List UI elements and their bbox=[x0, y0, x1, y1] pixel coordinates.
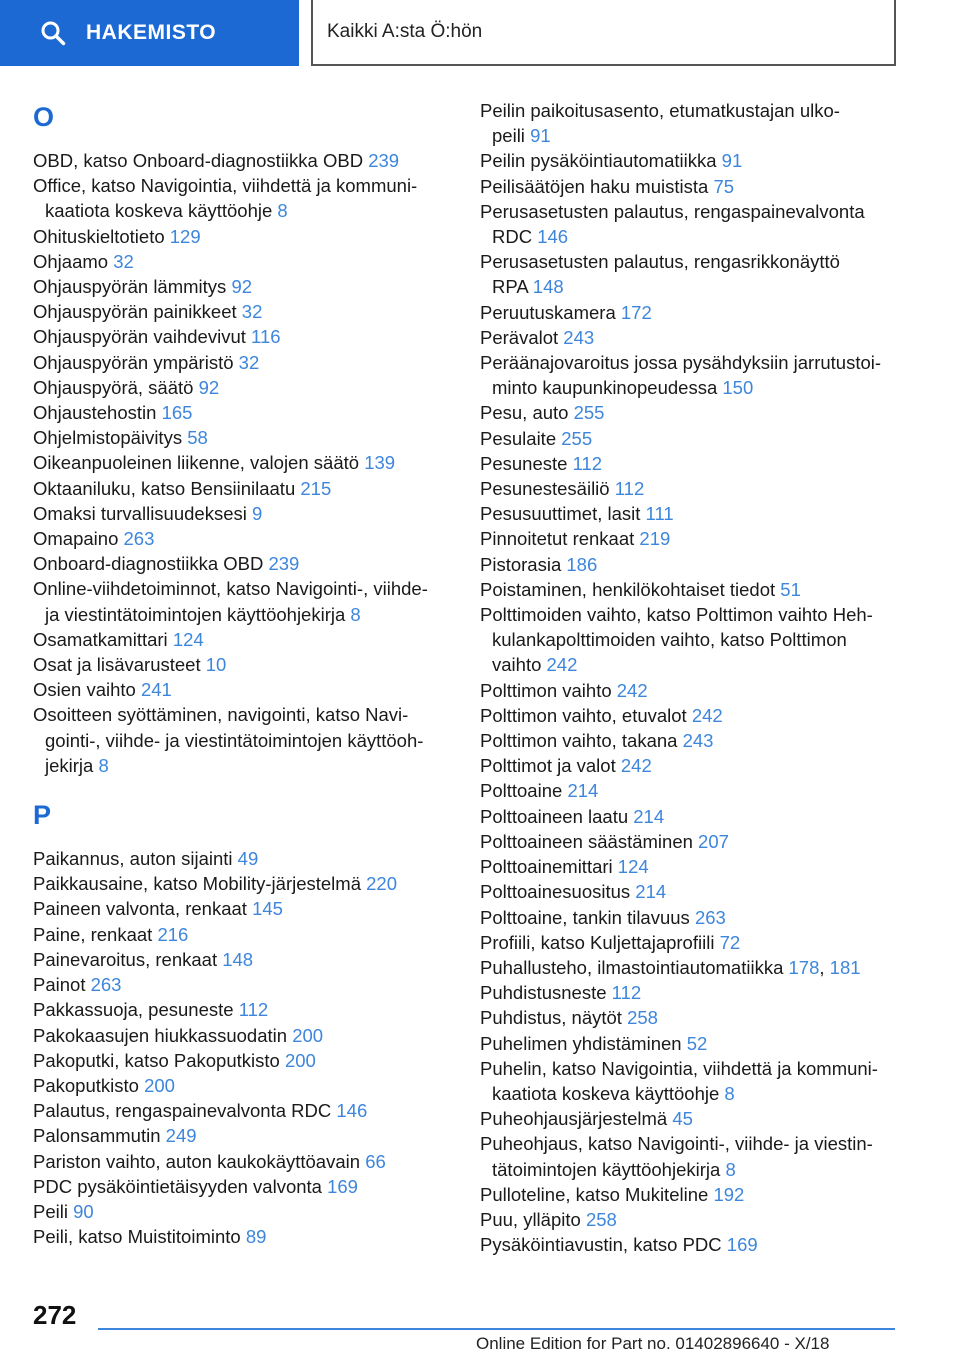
entry-text: Perävalot bbox=[480, 326, 559, 348]
page-link[interactable]: 8 bbox=[98, 754, 109, 776]
entry-text: kaatiota koskeva käyttöohje bbox=[45, 200, 273, 222]
entry-text: Pesu, auto bbox=[480, 402, 569, 424]
index-entry bbox=[33, 1123, 453, 1148]
page-link[interactable]: 215 bbox=[300, 477, 332, 499]
index-entry bbox=[33, 896, 453, 921]
index-entry bbox=[33, 324, 453, 349]
entry-text: Puhelimen yhdistäminen bbox=[480, 1032, 682, 1054]
page-link[interactable]: 165 bbox=[161, 402, 193, 424]
index-entry bbox=[480, 1106, 930, 1131]
entry-text: Puheohjaus, katso Navigointi-, viihde- ja viestin- bbox=[480, 1133, 873, 1155]
index-entry bbox=[480, 1232, 930, 1257]
index-column-right bbox=[480, 98, 930, 1257]
footer-divider bbox=[98, 1328, 895, 1330]
page-link[interactable]: 243 bbox=[563, 326, 595, 348]
index-entry bbox=[33, 576, 453, 626]
entry-text: Osoitteen syöttäminen, navigointi, katso Navi- bbox=[33, 704, 409, 726]
entry-text: Paikannus, auton sijainti bbox=[33, 848, 233, 870]
entry-text: Osat ja lisävarusteet bbox=[33, 654, 201, 676]
index-entry bbox=[480, 476, 930, 501]
index-entry bbox=[480, 501, 930, 526]
index-entry bbox=[480, 98, 930, 148]
index-entry bbox=[33, 425, 453, 450]
entry-text: Polttimon vaihto, etuvalot bbox=[480, 704, 687, 726]
index-entry bbox=[33, 551, 453, 576]
page-link[interactable]: 66 bbox=[365, 1150, 386, 1172]
page-link[interactable]: 239 bbox=[368, 150, 400, 171]
index-entry bbox=[33, 1073, 453, 1098]
page-link[interactable]: 124 bbox=[172, 628, 204, 650]
entry-text: peili bbox=[492, 125, 525, 147]
page-link[interactable]: 91 bbox=[721, 150, 743, 172]
entry-text: Pesuneste bbox=[480, 452, 568, 474]
index-entry bbox=[33, 922, 453, 947]
index-entry bbox=[33, 677, 453, 702]
entry-text: Peilin pysäköintiautomatiikka bbox=[480, 150, 717, 172]
entry-text: Pakoputki, katso Pakoputkisto bbox=[33, 1049, 280, 1071]
page-link[interactable]: 8 bbox=[724, 1082, 735, 1104]
index-entry bbox=[33, 1048, 453, 1073]
index-entry bbox=[480, 426, 930, 451]
page-link[interactable]: 242 bbox=[546, 654, 578, 676]
index-entry bbox=[33, 450, 453, 475]
page-link[interactable]: 200 bbox=[144, 1074, 175, 1096]
page-link[interactable]: 263 bbox=[694, 906, 726, 928]
page-link[interactable]: 178 bbox=[788, 956, 820, 978]
page-link[interactable]: 200 bbox=[284, 1049, 316, 1071]
entry-text: Pulloteline, katso Mukiteline bbox=[480, 1183, 709, 1205]
entry-text: Peili bbox=[33, 1200, 68, 1222]
entries-list-o bbox=[33, 148, 453, 778]
entry-text: gointi-, viihde- ja viestintätoimintojen käyttöoh- bbox=[45, 729, 424, 751]
index-entry bbox=[480, 577, 930, 602]
index-entry bbox=[480, 829, 930, 854]
entry-text: Omapaino bbox=[33, 528, 119, 550]
page-link[interactable]: 139 bbox=[364, 452, 396, 474]
entry-text: Perusasetusten palautus, rengasrikkonäyttö bbox=[480, 251, 840, 273]
page-link[interactable]: 112 bbox=[611, 982, 642, 1004]
index-entry bbox=[480, 199, 930, 249]
index-entry bbox=[33, 173, 453, 223]
entry-text: Ohjaamo bbox=[33, 250, 109, 272]
page-link[interactable]: 116 bbox=[251, 326, 281, 348]
page-link[interactable]: 255 bbox=[573, 402, 605, 424]
entry-text: Ohjauspyörän painikkeet bbox=[33, 301, 237, 323]
entry-text: Oktaaniluku, katso Bensiinilaatu bbox=[33, 477, 296, 499]
index-search-tab[interactable] bbox=[0, 0, 299, 66]
entry-text: Puheohjausjärjestelmä bbox=[480, 1108, 668, 1130]
entry-text: Pesunestesäiliö bbox=[480, 478, 610, 500]
page-link[interactable]: 112 bbox=[238, 999, 269, 1021]
page-link[interactable]: 10 bbox=[205, 654, 227, 676]
index-entry bbox=[480, 400, 930, 425]
entry-text: Ohjauspyörän vaihdevivut bbox=[33, 326, 246, 348]
entry-text: RPA bbox=[492, 276, 528, 298]
page-link[interactable]: 32 bbox=[113, 250, 134, 272]
page-link[interactable]: 8 bbox=[277, 200, 288, 222]
page-link[interactable]: 91 bbox=[530, 125, 551, 147]
entry-text: Pakoputkisto bbox=[33, 1074, 139, 1096]
entry-text: Polttimot ja valot bbox=[480, 755, 616, 777]
index-column-left bbox=[33, 98, 453, 1249]
section-letter-p: P bbox=[33, 800, 52, 831]
entries-list-right bbox=[480, 98, 930, 1257]
entry-text: Peilisäätöjen haku muistista bbox=[480, 175, 709, 197]
index-entry bbox=[480, 905, 930, 930]
entry-text: Osamatkamittari bbox=[33, 628, 168, 650]
index-tab-label: HAKEMISTO bbox=[86, 21, 217, 44]
index-entry bbox=[480, 249, 930, 299]
edition-footer: Online Edition for Part no. 01402896640 - X/18 bbox=[476, 1334, 830, 1353]
index-entry bbox=[33, 249, 453, 274]
index-entry: Puhallusteho, ilmastointiautomatiikka 178, 181 bbox=[480, 956, 861, 978]
page-link[interactable]: 192 bbox=[713, 1183, 745, 1205]
page-link[interactable]: 258 bbox=[585, 1208, 617, 1230]
index-entry bbox=[33, 997, 453, 1022]
page-link[interactable]: 52 bbox=[686, 1032, 708, 1054]
page-link[interactable]: 9 bbox=[252, 502, 263, 524]
entry-text: Paine, renkaat bbox=[33, 923, 153, 945]
index-entry bbox=[33, 350, 453, 375]
page-link[interactable]: 90 bbox=[73, 1200, 94, 1222]
page-link[interactable]: 186 bbox=[566, 553, 598, 575]
entry-text: Pistorasia bbox=[480, 553, 562, 575]
index-entry bbox=[480, 1005, 930, 1030]
index-entry bbox=[480, 930, 930, 955]
index-entry bbox=[33, 1199, 453, 1224]
page-link[interactable]: 32 bbox=[241, 301, 263, 323]
page-link[interactable]: 169 bbox=[327, 1175, 358, 1197]
page-link[interactable]: 243 bbox=[682, 730, 714, 752]
entry-text: Ohjauspyörä, säätö bbox=[33, 376, 194, 398]
entry-text: Pysäköintiavustin, katso PDC bbox=[480, 1234, 722, 1256]
page-link[interactable]: 148 bbox=[222, 948, 254, 970]
page-link[interactable]: 241 bbox=[140, 679, 172, 701]
entry-text: Painot bbox=[33, 974, 86, 996]
page-link[interactable]: 112 bbox=[572, 452, 603, 474]
page-link[interactable]: 214 bbox=[567, 780, 599, 802]
entry-text: Omaksi turvallisuudeksesi bbox=[33, 502, 247, 524]
index-entry bbox=[480, 1056, 930, 1106]
index-entry bbox=[480, 174, 930, 199]
entry-text: Profiili, katso Kuljettajaprofiili bbox=[480, 931, 715, 953]
index-entry bbox=[480, 879, 930, 904]
entry-text: OBD, katso Onboard-diagnostiikka OBD bbox=[33, 150, 364, 171]
index-entry bbox=[33, 846, 453, 871]
index-entry bbox=[480, 1182, 930, 1207]
entry-text: Paikkausaine, katso Mobility-järjestelmä bbox=[33, 873, 361, 895]
page-link[interactable]: 89 bbox=[245, 1226, 267, 1248]
entry-text: Polttimoiden vaihto, katso Polttimon vaihto Heh- bbox=[480, 604, 873, 626]
breadcrumb-label: Kaikki A:sta Ö:hön bbox=[327, 21, 483, 42]
entry-text: Puhdistusneste bbox=[480, 982, 607, 1004]
entry-text: Palautus, rengaspainevalvonta RDC bbox=[33, 1100, 332, 1122]
index-entry bbox=[33, 1224, 453, 1249]
entry-text: Onboard-diagnostiikka OBD bbox=[33, 553, 264, 575]
index-entry bbox=[480, 753, 930, 778]
section-letter-o: O bbox=[33, 102, 55, 132]
page-link[interactable]: 8 bbox=[725, 1158, 736, 1180]
entry-text: Ohituskieltotieto bbox=[33, 225, 165, 247]
page-link[interactable]: 207 bbox=[698, 830, 729, 852]
page-link[interactable]: 92 bbox=[231, 276, 253, 298]
index-entry bbox=[480, 728, 930, 753]
page-link[interactable]: 172 bbox=[620, 301, 652, 323]
entry-text: Polttoainemittari bbox=[480, 856, 613, 878]
page-link[interactable]: 92 bbox=[198, 376, 220, 398]
index-entry bbox=[33, 375, 453, 400]
index-entry bbox=[480, 300, 930, 325]
index-entry bbox=[480, 980, 930, 1005]
page-link[interactable]: 51 bbox=[780, 578, 801, 600]
index-entry bbox=[33, 871, 453, 896]
index-entry bbox=[33, 526, 453, 551]
entry-text: PDC pysäköintietäisyyden valvonta bbox=[33, 1175, 322, 1197]
entry-text: tätoimintojen käyttöohjekirja bbox=[492, 1158, 721, 1180]
entry-text: Online-viihdetoiminnot, katso Navigointi-, viihde- bbox=[33, 578, 428, 600]
entry-text: Ohjaustehostin bbox=[33, 402, 157, 424]
page-link[interactable]: 112 bbox=[614, 478, 645, 500]
index-entry bbox=[480, 703, 930, 728]
index-entry bbox=[480, 778, 930, 803]
search-icon bbox=[40, 20, 66, 46]
entry-text: Pariston vaihto, auton kaukokäyttöavain bbox=[33, 1150, 361, 1172]
index-entry bbox=[33, 274, 453, 299]
entry-text: Peräänajovaroitus jossa pysähdyksiin jarrutustoi- bbox=[480, 352, 882, 374]
index-entry bbox=[33, 1149, 453, 1174]
entry-text: Office, katso Navigointia, viihdettä ja kommuni- bbox=[33, 175, 418, 197]
entry-text: Pesulaite bbox=[480, 427, 557, 449]
index-entry bbox=[33, 702, 453, 778]
page-link[interactable]: 220 bbox=[366, 873, 398, 895]
index-entry bbox=[480, 678, 930, 703]
page-link[interactable]: 263 bbox=[90, 974, 122, 996]
index-entry bbox=[480, 854, 930, 879]
index-entry bbox=[480, 602, 930, 678]
entry-text: Paineen valvonta, renkaat bbox=[33, 898, 247, 920]
page-link[interactable]: 249 bbox=[165, 1125, 197, 1147]
page-link[interactable]: 145 bbox=[252, 898, 283, 920]
page-link[interactable]: 255 bbox=[561, 427, 593, 449]
page-link[interactable]: 150 bbox=[722, 377, 754, 399]
index-entry bbox=[33, 652, 453, 677]
index-entry bbox=[480, 552, 930, 577]
page-link[interactable]: 72 bbox=[719, 931, 741, 953]
index-entry bbox=[480, 325, 930, 350]
entry-text: Polttoainesuositus bbox=[480, 881, 631, 903]
page-link[interactable]: 146 bbox=[336, 1100, 368, 1122]
index-entry bbox=[33, 299, 453, 324]
entry-text: Pesusuuttimet, lasit bbox=[480, 503, 641, 525]
index-entry bbox=[480, 148, 930, 173]
page-link[interactable]: 258 bbox=[627, 1007, 658, 1029]
page-link[interactable]: 219 bbox=[639, 528, 671, 550]
entry-text: Polttoaine bbox=[480, 780, 563, 802]
index-entry bbox=[33, 148, 453, 173]
entry-text: Puu, ylläpito bbox=[480, 1208, 581, 1230]
page-link[interactable]: 8 bbox=[350, 603, 361, 625]
page-link[interactable]: 242 bbox=[616, 679, 648, 701]
page-link[interactable]: 263 bbox=[123, 528, 155, 550]
entry-text: Peili, katso Muistitoiminto bbox=[33, 1226, 241, 1248]
index-entry bbox=[33, 1023, 453, 1048]
page-link[interactable]: 146 bbox=[537, 226, 569, 248]
index-entry bbox=[480, 1207, 930, 1232]
entry-text: Perusasetusten palautus, rengaspainevalvonta bbox=[480, 200, 865, 222]
index-entry bbox=[33, 476, 453, 501]
index-entry bbox=[480, 1131, 930, 1181]
page-link[interactable]: 75 bbox=[713, 175, 735, 197]
index-entry bbox=[33, 224, 453, 249]
index-entry bbox=[33, 1174, 453, 1199]
index-entry bbox=[33, 1098, 453, 1123]
index-entry bbox=[480, 804, 930, 829]
entry-text: RDC bbox=[492, 226, 533, 248]
entry-text: Osien vaihto bbox=[33, 679, 136, 701]
entry-text: Polttimon vaihto bbox=[480, 679, 612, 701]
entries-list-p bbox=[33, 846, 453, 1249]
entry-text: ja viestintätoimintojen käyttöohjekirja bbox=[45, 603, 346, 625]
entry-text: Polttoaine, tankin tilavuus bbox=[480, 906, 690, 928]
page-link[interactable]: 124 bbox=[617, 856, 649, 878]
page-number: 272 bbox=[33, 1300, 77, 1330]
page-link[interactable]: 148 bbox=[532, 276, 564, 298]
entry-text: Pinnoitetut renkaat bbox=[480, 528, 635, 550]
entry-text: Polttoaineen laatu bbox=[480, 805, 629, 827]
index-entry bbox=[33, 947, 453, 972]
entry-text: Poistaminen, henkilökohtaiset tiedot bbox=[480, 578, 776, 600]
entry-text: Pakokaasujen hiukkassuodatin bbox=[33, 1024, 288, 1046]
index-entry bbox=[33, 400, 453, 425]
index-entry bbox=[33, 501, 453, 526]
entry-text: Oikeanpuoleinen liikenne, valojen säätö bbox=[33, 452, 360, 474]
page-link[interactable]: 58 bbox=[187, 427, 208, 449]
breadcrumb[interactable] bbox=[311, 0, 896, 66]
page-link[interactable]: 216 bbox=[157, 923, 189, 945]
entry-text: minto kaupunkinopeudessa bbox=[492, 377, 718, 399]
index-entry bbox=[480, 1031, 930, 1056]
entry-text: jekirja bbox=[45, 754, 94, 776]
entry-text: Puhallusteho, ilmastointiautomatiikka bbox=[480, 956, 784, 978]
entry-text: kulankapolttimoiden vaihto, katso Polttimon bbox=[492, 629, 847, 651]
entry-text: Pakkassuoja, pesuneste bbox=[33, 999, 234, 1021]
index-entry bbox=[480, 451, 930, 476]
entry-text: Painevaroitus, renkaat bbox=[33, 948, 218, 970]
index-entry bbox=[33, 972, 453, 997]
entry-text: Puhelin, katso Navigointia, viihdettä ja kommuni- bbox=[480, 1057, 878, 1079]
page-link[interactable]: 242 bbox=[620, 755, 652, 777]
page-link[interactable]: 239 bbox=[268, 553, 300, 575]
page-link[interactable]: 242 bbox=[691, 704, 723, 726]
entry-text: Peruutuskamera bbox=[480, 301, 616, 323]
page-link[interactable]: 200 bbox=[292, 1024, 324, 1046]
page-link[interactable]: 214 bbox=[635, 881, 667, 903]
entry-text: Ohjauspyörän ympäristö bbox=[33, 351, 234, 373]
page-link[interactable]: 169 bbox=[726, 1234, 758, 1256]
entry-text: kaatiota koskeva käyttöohje bbox=[492, 1082, 720, 1104]
entry-text: Polttoaineen säästäminen bbox=[480, 830, 693, 852]
index-entry bbox=[33, 627, 453, 652]
page-link[interactable]: 214 bbox=[633, 805, 665, 827]
entry-text: Peilin paikoitusasento, etumatkustajan ulko- bbox=[480, 100, 840, 121]
index-entry bbox=[480, 350, 930, 400]
page-link[interactable]: 111 bbox=[645, 503, 674, 525]
top-bar bbox=[0, 0, 960, 66]
page-link[interactable]: 45 bbox=[672, 1108, 693, 1130]
entry-text: Puhdistus, näytöt bbox=[480, 1007, 622, 1029]
entry-text: Ohjauspyörän lämmitys bbox=[33, 276, 227, 298]
page-link[interactable]: 129 bbox=[169, 225, 201, 247]
entry-text: Palonsammutin bbox=[33, 1125, 161, 1147]
entry-text: Polttimon vaihto, takana bbox=[480, 730, 678, 752]
entry-text: Ohjelmistopäivitys bbox=[33, 427, 183, 449]
page-link[interactable]: 49 bbox=[237, 848, 259, 870]
entry-text: vaihto bbox=[492, 654, 542, 676]
page-link[interactable]: 32 bbox=[238, 351, 260, 373]
page-link[interactable]: 181 bbox=[829, 956, 861, 978]
index-entry bbox=[480, 526, 930, 551]
